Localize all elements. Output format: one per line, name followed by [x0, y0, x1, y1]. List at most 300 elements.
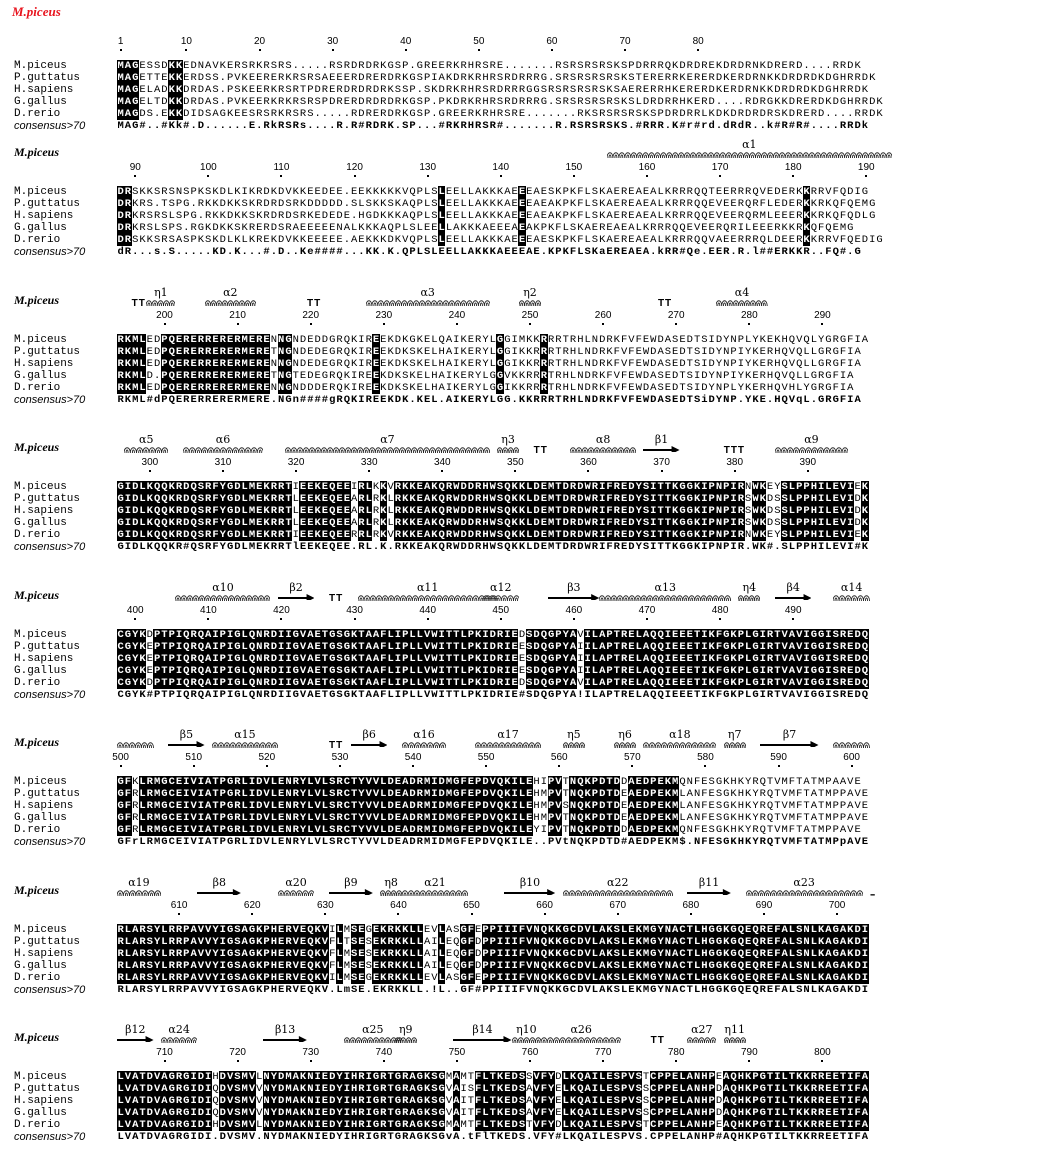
residue: S [394, 60, 402, 72]
residue: E [642, 210, 650, 222]
consensus-residue: # [183, 541, 190, 553]
ss-element-label: α2 [223, 286, 238, 299]
residue: D [234, 505, 241, 517]
residue: R [350, 72, 358, 84]
residue: A [599, 948, 606, 960]
residue: R [190, 96, 197, 108]
residue: E [263, 234, 270, 246]
residue: L [307, 776, 314, 788]
residue: V [526, 924, 533, 936]
residue: K [664, 776, 672, 788]
residue: I [504, 653, 511, 665]
residue: L [562, 222, 569, 234]
residue: G [723, 800, 730, 812]
ss-element-label: η4 [742, 581, 757, 594]
residue: L [810, 924, 817, 936]
position-dot [471, 913, 473, 915]
residue: R [533, 72, 540, 84]
residue: D [270, 665, 278, 677]
consensus-residue: E [445, 246, 453, 258]
residue: E [781, 210, 788, 222]
residue: R [606, 72, 613, 84]
residue: K [314, 960, 321, 972]
residue: R [248, 222, 256, 234]
residue: L [321, 812, 329, 824]
residue: G [540, 72, 548, 84]
residue: M [153, 800, 161, 812]
residue: I [431, 936, 438, 948]
residue: G [496, 334, 504, 346]
residue: R [657, 222, 664, 234]
residue: K [270, 84, 278, 96]
residue: G [817, 358, 825, 370]
residue: S [657, 382, 664, 394]
consensus-residue: H [774, 394, 781, 406]
residue: R [358, 517, 365, 529]
residue: L [591, 641, 599, 653]
residue: D [715, 1083, 723, 1095]
residue: P [606, 629, 613, 641]
consensus-residue: Q [540, 689, 548, 701]
residue: I [759, 653, 766, 665]
residue: P [708, 1083, 715, 1095]
residue: P [219, 824, 226, 836]
residue: L [781, 1071, 788, 1083]
residue: K [175, 84, 183, 96]
residue: R [263, 641, 270, 653]
residue: R [620, 677, 628, 689]
residue: E [278, 936, 285, 948]
residue: K [263, 505, 270, 517]
residue: L [591, 948, 599, 960]
residue: G [453, 788, 460, 800]
residue: D [489, 677, 496, 689]
residue: I [197, 800, 205, 812]
residue: K [708, 665, 715, 677]
consensus-residue: P [153, 689, 161, 701]
residue: A [205, 629, 212, 641]
residue: E [161, 72, 168, 84]
residue: D [533, 653, 540, 665]
residue: E [307, 505, 314, 517]
helix-coil [519, 298, 541, 308]
consensus-residue: Q [307, 984, 314, 996]
residue: N [256, 677, 263, 689]
residue: G [372, 1071, 380, 1083]
residue: I [460, 1095, 467, 1107]
residue: K [803, 234, 810, 246]
residue: L [161, 924, 168, 936]
residue: C [117, 653, 124, 665]
position-dot [222, 470, 224, 472]
residue: R [234, 60, 241, 72]
residue: V [781, 653, 788, 665]
residue: K [599, 382, 606, 394]
residue: Y [745, 346, 752, 358]
residue: D [854, 493, 861, 505]
residue: Y [132, 629, 139, 641]
sequence-row [117, 234, 883, 246]
residue: R [752, 108, 759, 120]
residue: G [285, 358, 292, 370]
residue: R [759, 936, 766, 948]
residue: R [613, 493, 620, 505]
residue: D [679, 108, 686, 120]
consensus-residue: Q [402, 246, 409, 258]
residue: D [183, 481, 190, 493]
residue: P [168, 677, 175, 689]
residue: Q [847, 198, 854, 210]
residue: E [672, 677, 679, 689]
residue: L [139, 800, 146, 812]
residue: I [730, 370, 737, 382]
residue: D [453, 72, 460, 84]
consensus-residue: # [336, 246, 343, 258]
residue: K [139, 234, 146, 246]
residue: N [569, 788, 577, 800]
residue: S [234, 948, 241, 960]
residue: K [482, 198, 489, 210]
consensus-residue: Q [197, 689, 205, 701]
consensus-residue: E [175, 394, 183, 406]
residue: I [584, 641, 591, 653]
residue: Q [197, 629, 205, 641]
position-dot [617, 913, 619, 915]
residue: D [314, 346, 321, 358]
consensus-residue: D [132, 541, 139, 553]
residue: S [496, 72, 504, 84]
residue: Q [730, 1071, 737, 1083]
residue: G [708, 972, 715, 984]
consensus-residue: Q [766, 836, 774, 848]
residue: E [642, 198, 650, 210]
residue: P [482, 960, 489, 972]
residue: K [810, 234, 817, 246]
residue: Q [737, 936, 745, 948]
strand-arrow [775, 594, 812, 600]
residue: . [548, 108, 555, 120]
consensus-residue: M [548, 541, 555, 553]
residue: R [766, 677, 774, 689]
residue: . [569, 108, 577, 120]
consensus-residue: M [132, 394, 139, 406]
residue: R [613, 517, 620, 529]
residue: D [628, 481, 635, 493]
residue: A [445, 972, 453, 984]
residue: R [759, 960, 766, 972]
consensus-residue: G [730, 984, 737, 996]
residue: S [796, 972, 803, 984]
residue: S [365, 936, 372, 948]
helix-coil [175, 593, 270, 603]
residue: A [205, 824, 212, 836]
residue: T [774, 800, 781, 812]
species-label: M.piceus [14, 629, 67, 641]
residue: I [175, 641, 183, 653]
residue: T [161, 677, 168, 689]
residue: Y [212, 948, 219, 960]
consensus-residue: R [270, 541, 278, 553]
residue: A [854, 358, 861, 370]
residue: P [168, 665, 175, 677]
residue: E [372, 960, 380, 972]
residue: R [358, 382, 365, 394]
helix-coil [607, 150, 892, 160]
residue: A [599, 629, 606, 641]
residue: K [620, 96, 628, 108]
sequence-row [117, 505, 869, 517]
residue: S [241, 60, 248, 72]
residue: M [445, 776, 453, 788]
residue: M [672, 776, 679, 788]
residue: D [278, 186, 285, 198]
residue: F [475, 1095, 482, 1107]
residue: I [599, 517, 606, 529]
residue: A [686, 1083, 693, 1095]
consensus-residue: K [788, 246, 796, 258]
consensus-residue: . [350, 246, 358, 258]
residue: A [599, 665, 606, 677]
residue: V [292, 948, 299, 960]
residue: N [533, 936, 540, 948]
consensus-residue: S [613, 984, 620, 996]
residue: Y [482, 334, 489, 346]
residue: K [475, 629, 482, 641]
residue: D [796, 60, 803, 72]
consensus-residue: D [482, 836, 489, 848]
residue: K [241, 72, 248, 84]
residue: L [562, 1083, 569, 1095]
residue: K [672, 60, 679, 72]
residue: S [606, 60, 613, 72]
residue: R [620, 234, 628, 246]
residue: Q [701, 234, 708, 246]
residue: V [372, 800, 380, 812]
residue: T [285, 493, 292, 505]
consensus-residue: C [117, 689, 124, 701]
residue: L [591, 972, 599, 984]
residue: D [533, 677, 540, 689]
residue: I [496, 960, 504, 972]
residue: . [190, 198, 197, 210]
residue: G [817, 665, 825, 677]
position-dot [573, 175, 575, 177]
residue: Y [548, 1095, 555, 1107]
residue: R [139, 936, 146, 948]
consensus-residue: . [810, 246, 817, 258]
residue: R [766, 653, 774, 665]
residue: Q [168, 370, 175, 382]
residue: T [766, 1071, 774, 1083]
residue: D [562, 517, 569, 529]
residue: R [518, 72, 526, 84]
residue: N [745, 481, 752, 493]
residue: W [489, 505, 496, 517]
residue: N [278, 358, 285, 370]
residue: S [183, 234, 190, 246]
helix-coil [475, 740, 541, 750]
residue: E [365, 382, 372, 394]
residue: P [467, 629, 475, 641]
residue: D [657, 334, 664, 346]
helix-coil [212, 740, 278, 750]
ss-element-label: β3 [567, 581, 581, 594]
consensus-residue: N [715, 541, 723, 553]
residue: N [715, 493, 723, 505]
residue: K [555, 948, 562, 960]
residue: G [183, 1071, 190, 1083]
residue: S [555, 84, 562, 96]
residue: V [256, 1095, 263, 1107]
ss-element-label: TT [328, 593, 344, 604]
residue: R [569, 505, 577, 517]
residue: E [321, 1071, 329, 1083]
residue: H [730, 776, 737, 788]
residue: S [642, 493, 650, 505]
residue: G [548, 641, 555, 653]
residue: P [475, 812, 482, 824]
residue: I [599, 481, 606, 493]
residue: I [591, 1083, 599, 1095]
residue: D [197, 84, 205, 96]
consensus-residue: E [679, 689, 686, 701]
residue: F [839, 198, 847, 210]
residue: Q [672, 222, 679, 234]
residue: R [146, 788, 153, 800]
residue: P [832, 812, 839, 824]
residue: K [606, 358, 613, 370]
consensus-residue: S [664, 394, 672, 406]
residue: I [292, 481, 299, 493]
residue: M [817, 776, 825, 788]
consensus-residue: . [737, 394, 745, 406]
residue: R [197, 346, 205, 358]
residue: E [321, 529, 329, 541]
residue: E [766, 936, 774, 948]
residue: W [752, 493, 759, 505]
residue: D [256, 800, 263, 812]
residue: W [650, 334, 657, 346]
consensus-residue: D [577, 984, 584, 996]
consensus-residue: M [248, 541, 256, 553]
residue: I [759, 641, 766, 653]
residue: G [832, 936, 839, 948]
consensus-residue: P [650, 836, 657, 848]
residue: D [533, 629, 540, 641]
residue: W [489, 481, 496, 493]
residue: K [402, 972, 409, 984]
residue: D [263, 186, 270, 198]
residue: V [387, 481, 394, 493]
residue: D [854, 960, 861, 972]
residue: F [613, 346, 620, 358]
residue: D [613, 812, 620, 824]
residue: Y [774, 481, 781, 493]
position-dot [792, 618, 794, 620]
residue: K [672, 84, 679, 96]
residue: M [788, 812, 796, 824]
residue: R [263, 222, 270, 234]
residue: V [321, 960, 329, 972]
residue: R [234, 812, 241, 824]
residue: . [219, 84, 226, 96]
residue: H [774, 358, 781, 370]
residue: E [343, 517, 350, 529]
residue: Q [504, 517, 511, 529]
residue: I [197, 788, 205, 800]
consensus-residue: Q [161, 541, 168, 553]
consensus-residue: P [263, 984, 270, 996]
residue: E [453, 108, 460, 120]
residue: P [803, 529, 810, 541]
residue: R [197, 198, 205, 210]
residue: T [467, 1071, 475, 1083]
residue: D [788, 108, 796, 120]
consensus-residue: G [723, 836, 730, 848]
consensus-residue: A [642, 689, 650, 701]
residue: F [606, 481, 613, 493]
residue: K [226, 108, 234, 120]
residue: P [839, 800, 847, 812]
position-number: 330 [360, 457, 378, 468]
position-number: 90 [129, 162, 141, 173]
consensus-residue: E [394, 836, 402, 848]
residue: S [526, 1071, 533, 1083]
position-dot [646, 618, 648, 620]
residue: E [329, 84, 336, 96]
residue: D [234, 493, 241, 505]
residue: Q [701, 198, 708, 210]
helix-coil [161, 1035, 198, 1045]
residue: M [445, 1071, 453, 1083]
residue: M [117, 72, 124, 84]
residue: L [161, 936, 168, 948]
residue: R [350, 108, 358, 120]
residue: G [117, 529, 124, 541]
residue: A [723, 1071, 730, 1083]
consensus-residue: L [788, 541, 796, 553]
residue: K [599, 186, 606, 198]
residue: R [548, 84, 555, 96]
residue: N [715, 370, 723, 382]
residue: N [759, 72, 766, 84]
residue: R [620, 186, 628, 198]
residue: R [132, 824, 139, 836]
consensus-residue: I [504, 984, 511, 996]
position-dot [697, 49, 699, 51]
residue: P [548, 788, 555, 800]
residue: I [664, 653, 672, 665]
residue: S [569, 72, 577, 84]
residue: D [577, 924, 584, 936]
residue: G [409, 108, 416, 120]
residue: I [817, 481, 825, 493]
residue: D [642, 788, 650, 800]
residue: E [664, 370, 672, 382]
residue: I [226, 629, 234, 641]
consensus-residue: G [285, 394, 292, 406]
species-label: P.guttatus [14, 493, 81, 505]
residue: L [489, 358, 496, 370]
sequence-row [117, 653, 869, 665]
residue: Y [635, 529, 642, 541]
residue: K [825, 198, 832, 210]
residue: E [635, 776, 642, 788]
helix-coil [483, 593, 520, 603]
residue: A [445, 346, 453, 358]
consensus-residue: N [803, 984, 810, 996]
residue: Q [307, 948, 314, 960]
